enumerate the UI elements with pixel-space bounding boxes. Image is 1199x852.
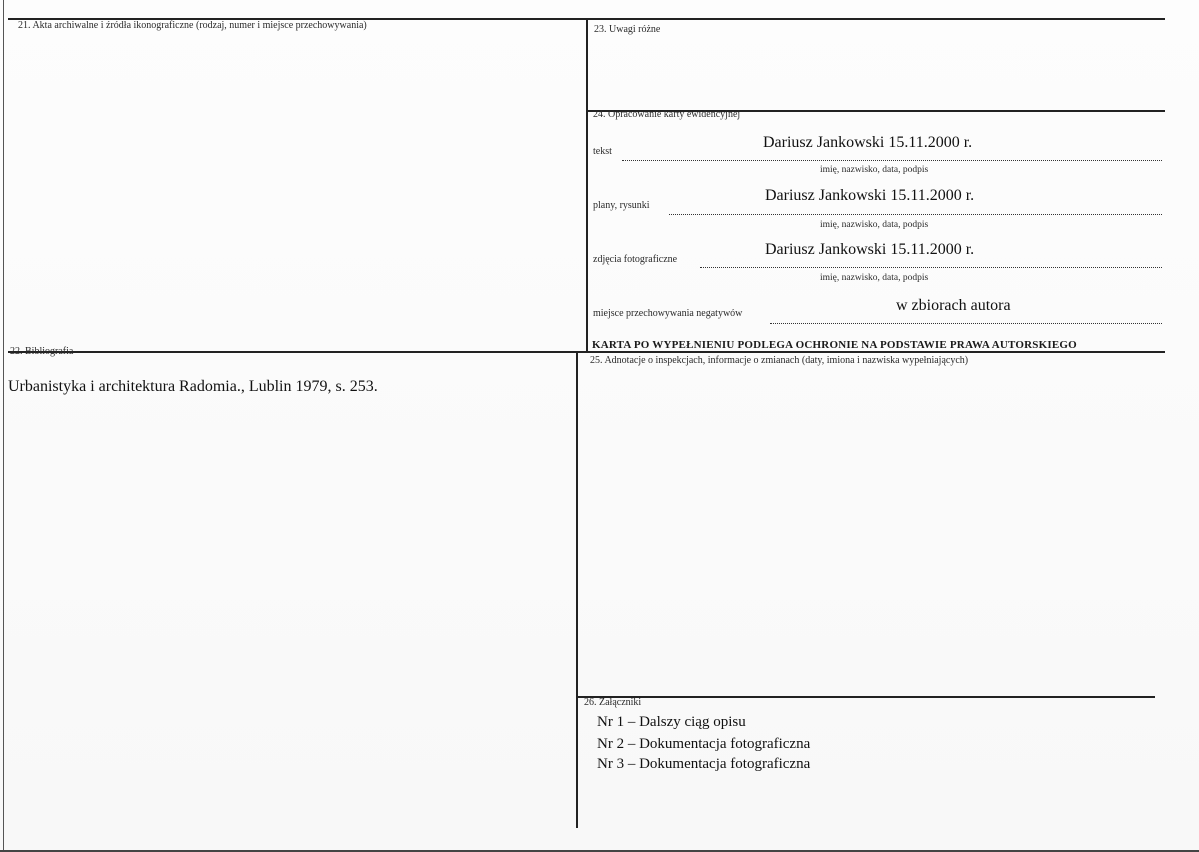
- row-tekst-value: Dariusz Jankowski 15.11.2000 r.: [763, 134, 973, 151]
- section-22-label: 22. Bibliografia: [10, 346, 74, 357]
- section-24-label: 24. Opracowanie karty ewidencyjnej: [593, 109, 741, 120]
- row-negatywy-value: w zbiorach autora: [896, 297, 1011, 314]
- row-plany-line: [669, 214, 1162, 215]
- copyright-notice: KARTA PO WYPEŁNIENIU PODLEGA OCHRONIE NA PODSTAWIE PRAWA AUTORSKIEGO: [592, 339, 1077, 351]
- row-plany-label: plany, rysunki: [593, 200, 650, 211]
- row-zdjecia-value: Dariusz Jankowski 15.11.2000 r.: [765, 241, 975, 258]
- middle-rule: [8, 351, 1165, 353]
- section-26-rule: [578, 696, 1155, 698]
- section-25-label: 25. Adnotacje o inspekcjach, informacje o zmianach (daty, imiona i nazwiska wypełniających): [590, 355, 969, 366]
- row-tekst-label: tekst: [593, 146, 612, 157]
- section-26-label: 26. Załączniki: [584, 697, 642, 708]
- row-negatywy-line: [770, 323, 1162, 324]
- bibliography-entry: Urbanistyka i architektura Radomia., Lublin 1979, s. 253.: [8, 378, 378, 395]
- attachment-item-3: Nr 3 – Dokumentacja fotograficzna: [597, 756, 811, 772]
- attachment-item-2: Nr 2 – Dokumentacja fotograficzna: [597, 736, 811, 752]
- row-plany-caption: imię, nazwisko, data, podpis: [820, 220, 929, 230]
- section-23-label: 23. Uwagi różne: [594, 24, 661, 35]
- row-plany-value: Dariusz Jankowski 15.11.2000 r.: [765, 187, 975, 204]
- row-tekst-caption: imię, nazwisko, data, podpis: [820, 165, 929, 175]
- row-tekst-line: [622, 160, 1162, 161]
- row-negatywy-label: miejsce przechowywania negatywów: [593, 308, 743, 319]
- left-edge: [3, 0, 4, 852]
- center-divider-upper: [586, 20, 588, 353]
- section-21-label: 21. Akta archiwalne i źródła ikonograficzne (rodzaj, numer i miejsce przechowywania): [18, 20, 367, 31]
- center-divider-lower: [576, 353, 578, 828]
- row-zdjecia-label: zdjęcia fotograficzne: [593, 254, 678, 265]
- row-zdjecia-line: [700, 267, 1162, 268]
- attachment-item-1: Nr 1 – Dalszy ciąg opisu: [597, 714, 746, 730]
- row-zdjecia-caption: imię, nazwisko, data, podpis: [820, 273, 929, 283]
